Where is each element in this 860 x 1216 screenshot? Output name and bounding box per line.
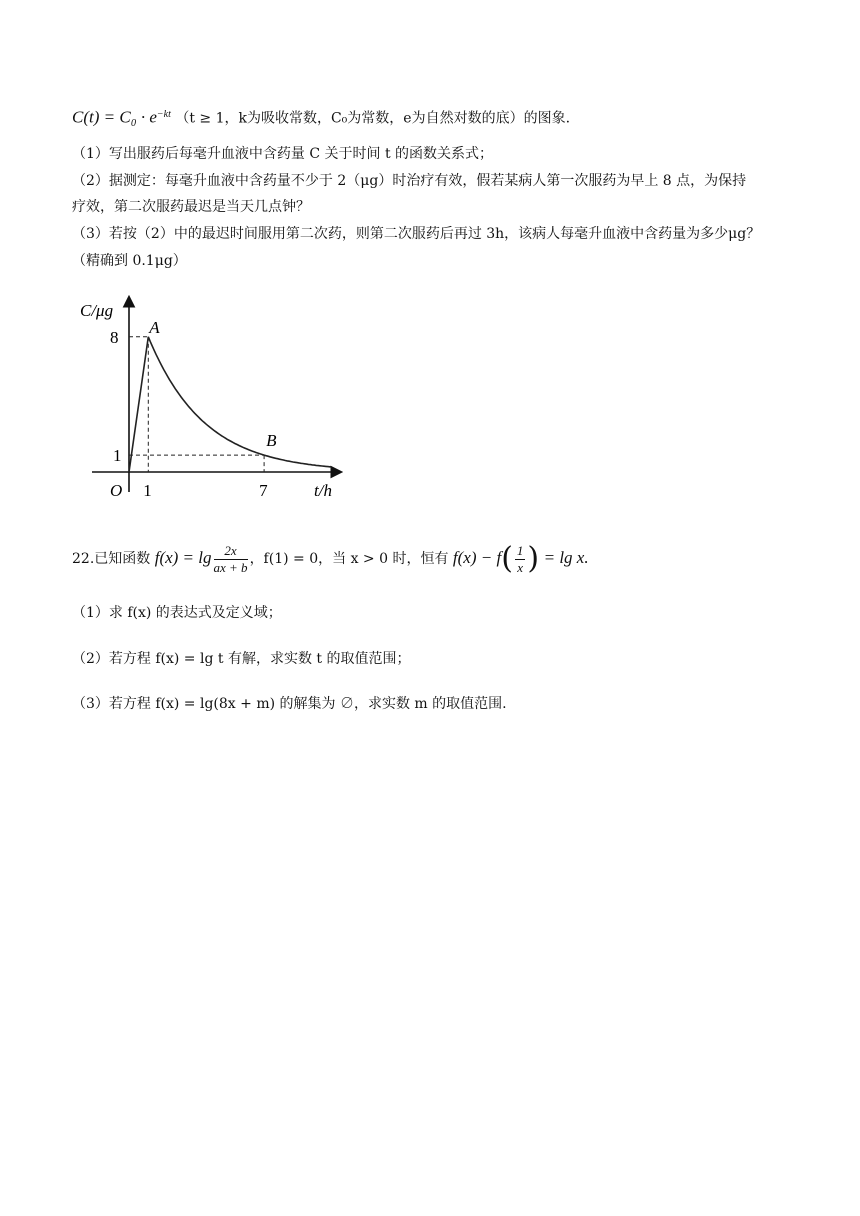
x-tick-label-7: 7: [259, 481, 268, 500]
point-label-B: B: [266, 431, 277, 451]
q22-number: 22.已知函数: [72, 551, 151, 567]
formula-condition: （t ≥ 1，k为吸收常数，C₀为常数，e为自然对数的底）的图象.: [175, 110, 571, 127]
q21-part2-line2: 疗效，第二次服药最迟是当天几点钟？: [72, 199, 310, 215]
decay-curve: [148, 337, 331, 467]
q22-identity-lhs: f(x) − f: [452, 548, 502, 567]
point-label-A: A: [149, 317, 160, 337]
q22-frac-num: 2x: [214, 543, 248, 560]
origin-label: O: [110, 481, 123, 500]
q22-identity-fraction: [515, 543, 526, 576]
drug-concentration-graph: [72, 292, 352, 502]
q22-part2: （2）若方程 f(x) = lg t 有解，求实数 t 的取值范围；: [72, 651, 411, 667]
x-axis-label: t/h: [314, 481, 332, 500]
rising-segment: [129, 337, 148, 472]
q22-frac-den: ax + b: [213, 559, 248, 575]
q22-part3: （3）若方程 f(x) = lg(8x + m) 的解集为 ∅，求实数 m 的取值范围.: [72, 696, 507, 712]
q22-ident-num: 1: [516, 542, 524, 558]
formula-line: [72, 104, 570, 130]
q22-intro: 22.已知函数 f(x) = lg $\frac{2x}{ax + b}$ ，f(1) = 0，当 x > 0 时，恒有 f(x) − f( $\frac{1}{x}$ ) = lg x.: [72, 541, 589, 576]
q22-condition: ，f(1) = 0，当 x > 0 时，恒有: [249, 551, 449, 567]
q21-part3-line2: （精确到 0.1μg）: [72, 253, 187, 269]
formula-exponent: −kt: [156, 109, 171, 120]
formula-lhs: C(t) = C₀ · e: [72, 107, 157, 127]
y-tick-label-1: 1: [113, 446, 122, 466]
y-tick-label-8: 8: [110, 327, 119, 347]
q21-part1: （1）写出服药后每毫升血液中含药量 C 关于时间 t 的函数关系式；: [72, 146, 494, 162]
q21-part3-line1: （3）若按（2）中的最迟时间服用第二次药，则第二次服药后再过 3h，该病人每毫升血液中含药量为多少μg？: [72, 226, 761, 242]
q22-fraction: [214, 543, 248, 576]
q22-ident-den: x: [517, 559, 524, 575]
q22-f-lhs: f(x) = lg: [154, 548, 212, 567]
q22-part1: （1）求 f(x) 的表达式及定义域；: [72, 605, 282, 621]
x-tick-label-1: 1: [143, 481, 152, 500]
y-axis-label: C/μg: [80, 301, 114, 320]
q22-identity-rhs: = lg x.: [543, 548, 589, 567]
q21-part2-line1: （2）据测定：每毫升血液中含药量不少于 2（μg）时治疗有效，假若某病人第一次服药为早上 8 点，为保持: [72, 173, 747, 189]
